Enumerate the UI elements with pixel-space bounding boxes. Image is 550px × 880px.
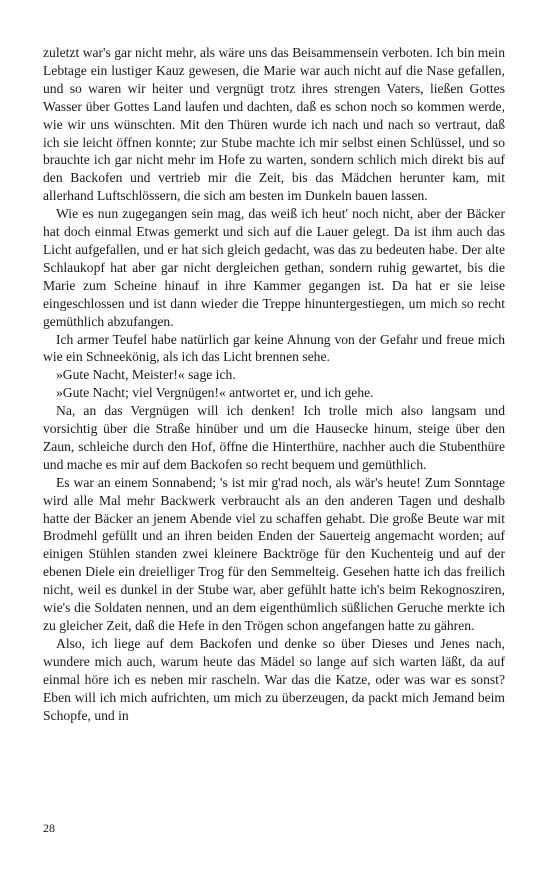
paragraph-2: Wie es nun zugegangen sein mag, das weiß ich heut' noch nicht, aber der Bäcker hat doch einmal Etwas gemerkt und sich auf die Lauer gelegt. Da ist ihm auch das Licht aufgefallen, und er hat sich gleich gedacht, was das zu bedeuten habe. Der alte Schlaukopf hat aber gar nicht dergleichen gethan, sondern ruhig gewartet, bis die Marie zum Scheine hinauf in ihre Kammer gegangen ist. Da hat er sie leise eingeschlossen und ist dann wieder die Treppe hinuntergestiegen, um mich so recht gemüthlich abzufangen. xyxy=(43,206,505,329)
paragraph-7: Es war an einem Sonnabend; 's ist mir g'rad noch, als wär's heute! Zum Sonntage wird alle Mal mehr Backwerk verbraucht als an den anderen Tagen und deshalb hatte der Bäcker an jenem Abende viel zu schaffen gehabt. Die große Beute war mit Brodmehl gefüllt und an ihren beiden Enden der Sauerteig angemacht worden; auf einigen Stühlen standen zwei kleinere Backtröge für den Kuchenteig und auf der ebenen Diele ein dreielliger Trog für den Semmelteig. Gesehen hatte ich das freilich nicht, weil es dunkel in der Stube war, aber gefühlt hatte ich's beim Rekognosziren, wie's die Soldaten nennen, und an dem eigenthümlich süßlichen Geruche merkte ich zu gleicher Zeit, daß die Hefe in den Trögen schon angefangen hatte zu gähren. xyxy=(43,474,505,633)
paragraph-4: »Gute Nacht, Meister!« sage ich. xyxy=(56,367,236,383)
paragraph-3: Ich armer Teufel habe natürlich gar keine Ahnung von der Gefahr und freue mich wie ein Schneekönig, als ich das Licht brennen sehe. xyxy=(43,331,505,365)
paragraph-5: »Gute Nacht; viel Vergnügen!« antwortet er, und ich gehe. xyxy=(56,385,374,401)
body-text xyxy=(43,44,505,724)
page-number: 28 xyxy=(43,821,55,835)
paragraph-8: Also, ich liege auf dem Backofen und denke so über Dieses und Jenes nach, wundere mich auch, warum heute das Mädel so lange auf sich warten läßt, da auf einmal höre ich es neben mir rascheln. War das die Katze, oder was war es sonst? Eben will ich mich aufrichten, um mich zu überzeugen, da packt mich Jemand beim Schopfe, und in xyxy=(43,635,505,723)
paragraph-1: zuletzt war's gar nicht mehr, als wäre uns das Beisammensein verboten. Ich bin mein Lebtage ein lustiger Kauz gewesen, die Marie war auch nicht auf die Nase gefallen, und so waren wir heiter und vergnügt trotz ihres strengen Vaters, ließen Gottes Wasser über Gottes Land laufen und dachten, daß es schon noch so kommen werde, wie wir uns wünschten. Mit den Thüren wurde ich nach und nach so vertraut, daß ich sie leicht öffnen konnte; zur Stube machte ich mir selbst einen Schlüssel, und so brauchte ich gar nicht mehr im Hofe zu warten, sondern schlich mich direkt bis auf den Backofen und vertrieb mir die Zeit, bis das Mädchen herunter kam, mit allerhand Luftschlössern, die sich am besten im Dunkeln bauen lassen. xyxy=(43,45,505,204)
paragraph-6: Na, an das Vergnügen will ich denken! Ich trolle mich also langsam und vorsichtig über die Straße hinüber und um die Hausecke hinum, steige über den Zaun, schleiche durch den Hof, öffne die Hinterthüre, nachher auch die Stubenthüre und mache es mir auf dem Backofen so recht bequem und gemüthlich. xyxy=(43,403,505,472)
